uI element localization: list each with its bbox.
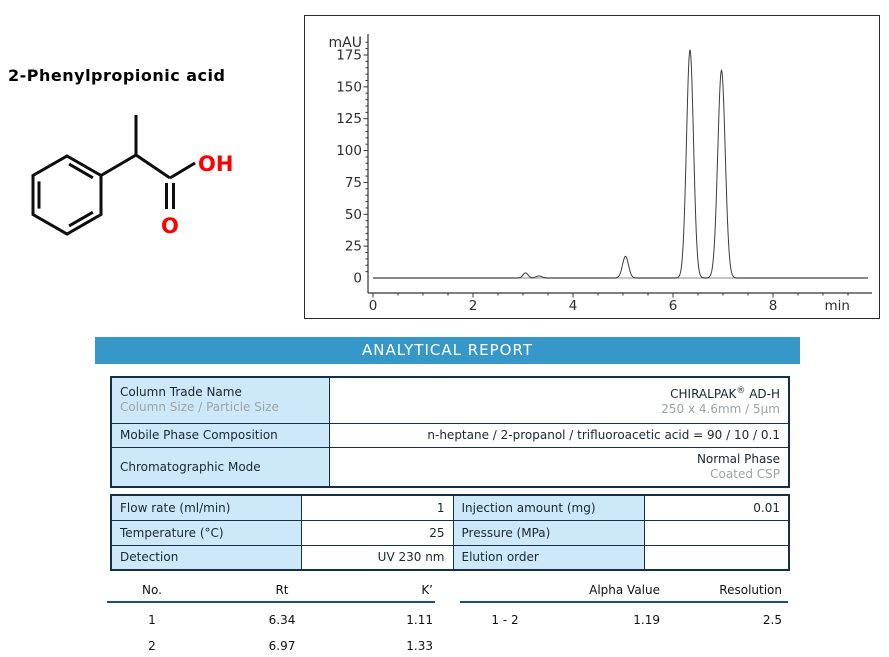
peak-rt: 6.97 <box>268 639 296 653</box>
table-row <box>111 495 789 520</box>
chromatogram-panel <box>304 15 880 319</box>
mobile-phase-value: n-heptane / 2-propanol / trifluoroacetic acid = 90 / 10 / 0.1 <box>329 423 789 447</box>
rt-header: Rt <box>275 583 289 597</box>
table-row <box>107 613 435 627</box>
x-tick-label: 8 <box>768 298 778 314</box>
analytical-report-banner: ANALYTICAL REPORT <box>95 337 800 364</box>
column-spec-table <box>110 376 790 488</box>
elution-order-value <box>644 545 789 570</box>
table-row <box>111 520 789 545</box>
registered-trademark-icon: ® <box>736 385 746 396</box>
peak-no: 2 <box>148 639 156 653</box>
y-tick-label: 25 <box>344 238 362 255</box>
y-tick-label: 75 <box>344 174 362 191</box>
table-row <box>460 613 788 627</box>
mobile-phase-label: Mobile Phase Composition <box>111 423 329 447</box>
table-row <box>111 377 789 423</box>
detection-value: UV 230 nm <box>301 545 453 570</box>
y-tick-label: 150 <box>336 79 362 96</box>
x-axis-unit-label: min <box>824 298 850 314</box>
chromatogram-plot <box>305 16 877 316</box>
resolution-value: 2.5 <box>762 613 782 627</box>
results-header-row <box>107 583 435 597</box>
column-trade-name-value: CHIRALPAK® AD-H <box>670 385 780 401</box>
flow-rate-label: Flow rate (ml/min) <box>111 495 301 520</box>
header-rule <box>107 601 435 603</box>
x-tick-label: 4 <box>568 298 578 314</box>
benzene-ring <box>33 156 101 234</box>
column-size-label: Column Size / Particle Size <box>120 400 279 415</box>
x-tick-label: 6 <box>668 298 678 314</box>
temperature-label: Temperature (°C) <box>111 520 301 545</box>
table-row <box>111 545 789 570</box>
peak-k: 1.11 <box>406 613 433 627</box>
flow-rate-value: 1 <box>301 495 453 520</box>
molecule-structure-diagram <box>18 103 236 241</box>
peak-pair: 1 - 2 <box>491 613 519 627</box>
temperature-value: 25 <box>301 520 453 545</box>
x-tick-label: 0 <box>368 298 378 314</box>
k-prime-header: K’ <box>421 583 433 597</box>
elution-order-label: Elution order <box>453 545 644 570</box>
x-tick-label: 2 <box>468 298 478 314</box>
chromatographic-mode-value: Normal Phase <box>696 451 780 466</box>
alpha-header: Alpha Value <box>589 583 660 597</box>
peak-k: 1.33 <box>406 639 433 653</box>
injection-amount-value: 0.01 <box>644 495 789 520</box>
injection-amount-label: Injection amount (mg) <box>453 495 644 520</box>
pressure-label: Pressure (MPa) <box>453 520 644 545</box>
sample-trace <box>373 50 868 278</box>
header-rule <box>460 601 788 603</box>
y-tick-label: 175 <box>336 47 362 64</box>
no-header: No. <box>142 583 162 597</box>
method-parameters-table <box>110 494 790 571</box>
peak-rt: 6.34 <box>268 613 296 627</box>
y-tick-label: 125 <box>336 111 362 128</box>
y-axis-unit-label: mAU <box>328 35 362 51</box>
y-tick-label: 100 <box>336 143 362 160</box>
table-row <box>111 423 789 447</box>
side-chain-bonds <box>101 115 195 209</box>
csp-type-value: Coated CSP <box>710 466 780 481</box>
results-header-row <box>460 583 788 597</box>
hydroxyl-label: OH <box>198 152 234 176</box>
resolution-header: Resolution <box>719 583 782 597</box>
chromatographic-mode-label: Chromatographic Mode <box>111 447 329 487</box>
compound-name: 2-Phenylpropionic acid <box>8 66 226 85</box>
peak-no: 1 <box>148 613 156 627</box>
pressure-value <box>644 520 789 545</box>
carbonyl-oxygen-label: O <box>161 214 179 238</box>
detection-label: Detection <box>111 545 301 570</box>
alpha-value: 1.19 <box>633 613 660 627</box>
column-size-value: 250 x 4.6mm / 5µm <box>661 401 780 416</box>
y-tick-label: 50 <box>344 206 362 223</box>
table-row <box>107 639 435 653</box>
column-trade-name-label: Column Trade Name <box>120 385 242 400</box>
table-row <box>111 447 789 487</box>
y-tick-label: 0 <box>353 270 362 287</box>
